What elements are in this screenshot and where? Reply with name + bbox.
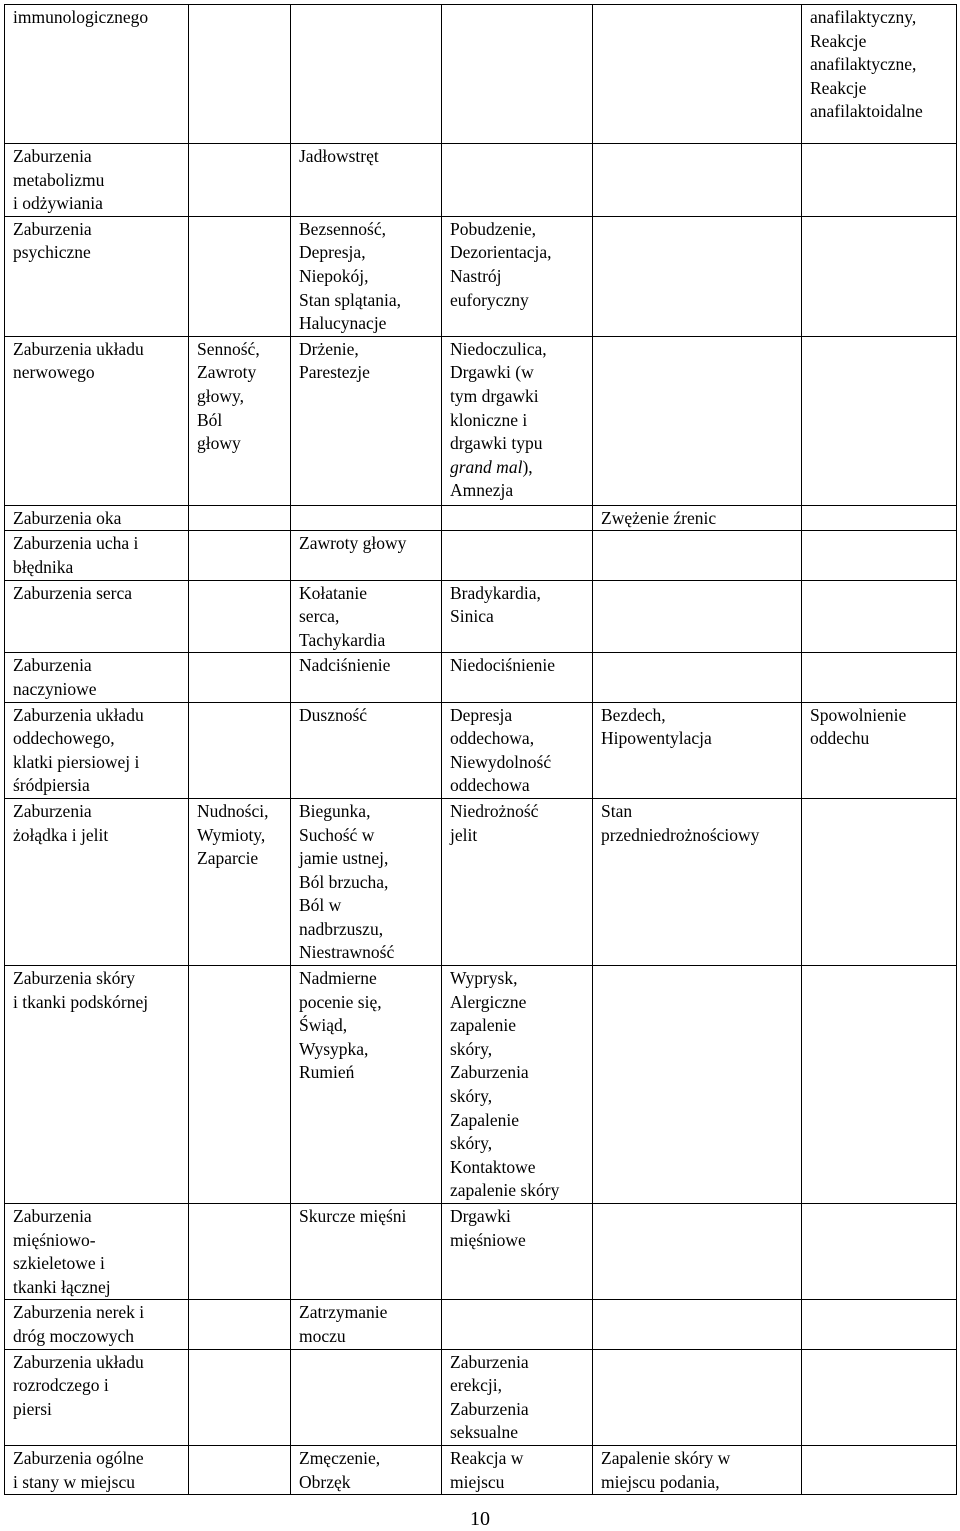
frequency-unknown-cell (802, 1300, 957, 1349)
table-row (5, 1445, 957, 1494)
rare-cell (593, 580, 802, 653)
uncommon-cell: Bradykardia, Sinica (442, 580, 593, 653)
common-cell: Zmęczenie, Obrzęk (291, 1445, 442, 1494)
table-row (5, 1204, 957, 1300)
organ-class-cell: Zaburzenia układu oddechowego, klatki piersiowej i śródpiersia (5, 702, 189, 798)
table-row (5, 336, 957, 505)
common-cell: Drżenie, Parestezje (291, 336, 442, 505)
rare-cell: Zapalenie skóry w miejscu podania, (593, 1445, 802, 1494)
common-cell: Jadłowstręt (291, 144, 442, 217)
table-row (5, 1300, 957, 1349)
frequency-unknown-cell: anafilaktyczny, Reakcje anafilaktyczne, Reakcje anafilaktoidalne (802, 5, 957, 144)
table-row (5, 653, 957, 702)
organ-class-cell: Zaburzenia ogólne i stany w miejscu (5, 1445, 189, 1494)
common-cell (291, 505, 442, 531)
common-cell (291, 1349, 442, 1445)
uncommon-cell: Wyprysk, Alergiczne zapalenie skóry, Zaburzenia skóry, Zapalenie skóry, Kontaktowe zapalenie skóry (442, 966, 593, 1204)
common-cell: Biegunka, Suchość w jamie ustnej, Ból brzucha, Ból w nadbrzuszu, Niestrawność (291, 798, 442, 965)
uncommon-cell (442, 144, 593, 217)
common-cell: Skurcze mięśni (291, 1204, 442, 1300)
frequency-unknown-cell (802, 531, 957, 580)
organ-class-cell: Zaburzenia mięśniowo- szkieletowe i tkanki łącznej (5, 1204, 189, 1300)
very-common-cell (189, 216, 291, 336)
uncommon-cell: Niedrożność jelit (442, 798, 593, 965)
organ-class-cell: Zaburzenia metabolizmu i odżywiania (5, 144, 189, 217)
table-row (5, 702, 957, 798)
very-common-cell (189, 1445, 291, 1494)
uncommon-cell: Reakcja w miejscu (442, 1445, 593, 1494)
adverse-reactions-table (4, 4, 957, 1495)
organ-class-cell: Zaburzenia układu rozrodczego i piersi (5, 1349, 189, 1445)
very-common-cell: Senność, Zawroty głowy, Ból głowy (189, 336, 291, 505)
common-cell: Kołatanie serca, Tachykardia (291, 580, 442, 653)
common-cell: Zawroty głowy (291, 531, 442, 580)
rare-cell (593, 1204, 802, 1300)
very-common-cell (189, 505, 291, 531)
uncommon-cell (442, 505, 593, 531)
frequency-unknown-cell (802, 798, 957, 965)
organ-class-cell: Zaburzenia żołądka i jelit (5, 798, 189, 965)
very-common-cell (189, 1349, 291, 1445)
common-cell: Bezsenność, Depresja, Niepokój, Stan splątania, Halucynacje (291, 216, 442, 336)
organ-class-cell: Zaburzenia psychiczne (5, 216, 189, 336)
table-row (5, 798, 957, 965)
uncommon-cell (442, 5, 593, 144)
very-common-cell (189, 966, 291, 1204)
table-row (5, 216, 957, 336)
rare-cell (593, 144, 802, 217)
very-common-cell (189, 1300, 291, 1349)
frequency-unknown-cell (802, 336, 957, 505)
rare-cell (593, 1300, 802, 1349)
common-cell: Duszność (291, 702, 442, 798)
rare-cell: Zwężenie źrenic (593, 505, 802, 531)
organ-class-cell: Zaburzenia oka (5, 505, 189, 531)
frequency-unknown-cell (802, 653, 957, 702)
frequency-unknown-cell (802, 505, 957, 531)
rare-cell (593, 336, 802, 505)
rare-cell (593, 216, 802, 336)
frequency-unknown-cell (802, 216, 957, 336)
table-row (5, 505, 957, 531)
organ-class-cell: Zaburzenia układu nerwowego (5, 336, 189, 505)
table-row (5, 966, 957, 1204)
frequency-unknown-cell (802, 1204, 957, 1300)
uncommon-cell: Niedoczulica, Drgawki (w tym drgawki kloniczne i drgawki typu grand mal), Amnezja (442, 336, 593, 505)
uncommon-cell: Pobudzenie, Dezorientacja, Nastrój euforyczny (442, 216, 593, 336)
frequency-unknown-cell (802, 144, 957, 217)
table-row (5, 580, 957, 653)
very-common-cell (189, 144, 291, 217)
frequency-unknown-cell (802, 966, 957, 1204)
frequency-unknown-cell (802, 1349, 957, 1445)
frequency-unknown-cell (802, 580, 957, 653)
frequency-unknown-cell: Spowolnienie oddechu (802, 702, 957, 798)
uncommon-cell (442, 1300, 593, 1349)
organ-class-cell: Zaburzenia naczyniowe (5, 653, 189, 702)
frequency-unknown-cell (802, 1445, 957, 1494)
organ-class-cell: Zaburzenia ucha i błędnika (5, 531, 189, 580)
rare-cell (593, 1349, 802, 1445)
organ-class-cell: immunologicznego (5, 5, 189, 144)
organ-class-cell: Zaburzenia nerek i dróg moczowych (5, 1300, 189, 1349)
rare-cell: Stan przedniedrożnościowy (593, 798, 802, 965)
table-row (5, 1349, 957, 1445)
very-common-cell (189, 531, 291, 580)
rare-cell (593, 531, 802, 580)
uncommon-cell: Depresja oddechowa, Niewydolność oddechowa (442, 702, 593, 798)
table-row (5, 5, 957, 144)
uncommon-cell (442, 531, 593, 580)
uncommon-cell: Niedociśnienie (442, 653, 593, 702)
very-common-cell (189, 5, 291, 144)
common-cell: Zatrzymanie moczu (291, 1300, 442, 1349)
uncommon-cell: Drgawki mięśniowe (442, 1204, 593, 1300)
very-common-cell (189, 1204, 291, 1300)
rare-cell (593, 966, 802, 1204)
organ-class-cell: Zaburzenia skóry i tkanki podskórnej (5, 966, 189, 1204)
table-row (5, 144, 957, 217)
common-cell: Nadmierne pocenie się, Świąd, Wysypka, Rumień (291, 966, 442, 1204)
very-common-cell (189, 653, 291, 702)
very-common-cell: Nudności, Wymioty, Zaparcie (189, 798, 291, 965)
common-cell (291, 5, 442, 144)
rare-cell (593, 5, 802, 144)
very-common-cell (189, 580, 291, 653)
uncommon-cell: Zaburzenia erekcji, Zaburzenia seksualne (442, 1349, 593, 1445)
table-body (5, 5, 957, 1495)
page-number: 10 (470, 1508, 490, 1530)
table-row (5, 531, 957, 580)
common-cell: Nadciśnienie (291, 653, 442, 702)
organ-class-cell: Zaburzenia serca (5, 580, 189, 653)
very-common-cell (189, 702, 291, 798)
rare-cell (593, 653, 802, 702)
rare-cell: Bezdech, Hipowentylacja (593, 702, 802, 798)
